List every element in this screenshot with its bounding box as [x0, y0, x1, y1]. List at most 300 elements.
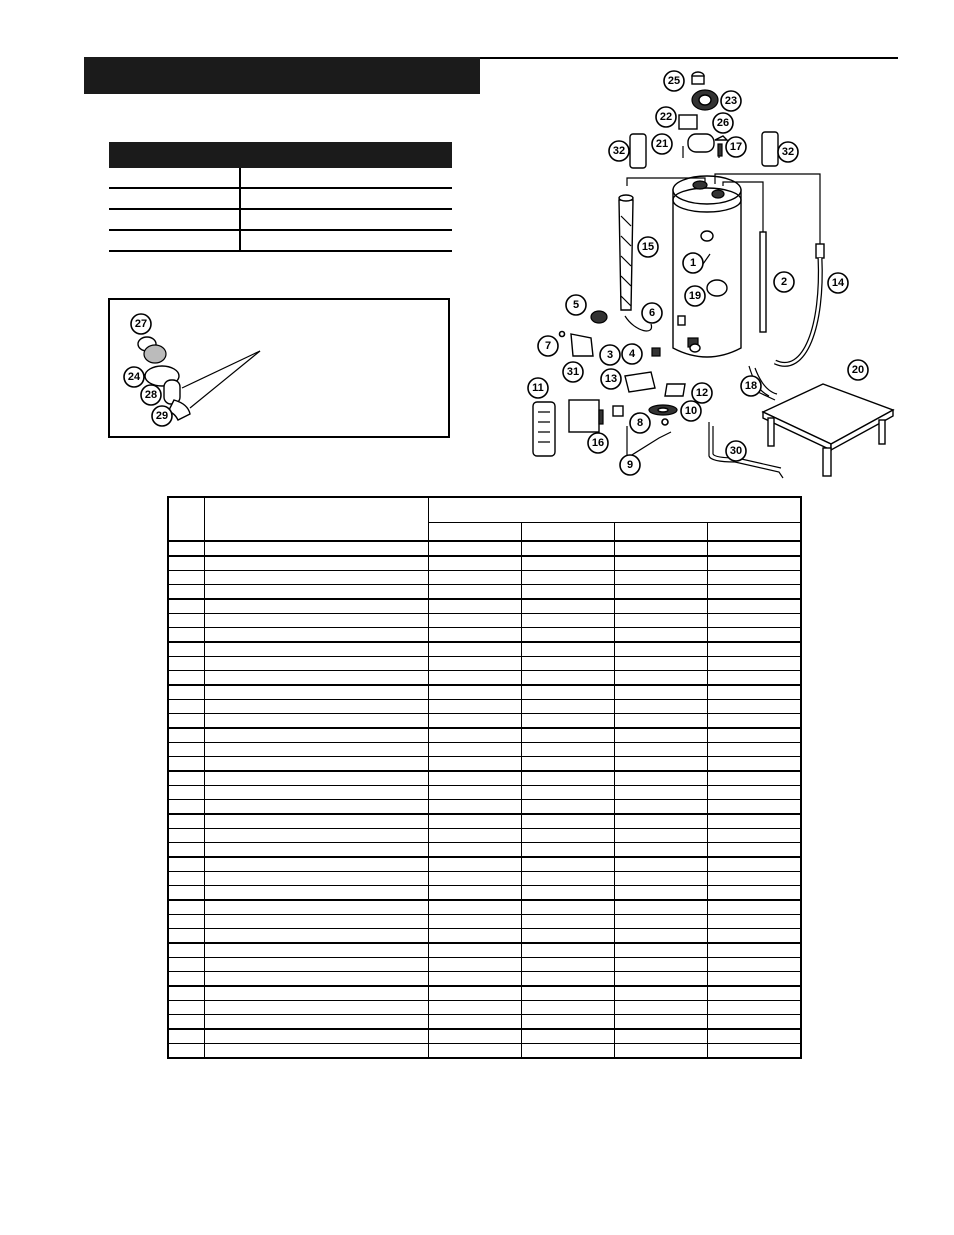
- table-cell: [707, 786, 801, 800]
- svg-text:7: 7: [544, 340, 552, 352]
- table-cell: [204, 556, 428, 571]
- table-cell: [168, 642, 204, 657]
- table-cell: [168, 800, 204, 815]
- table-cell: [707, 829, 801, 843]
- table-cell: [707, 614, 801, 628]
- table-row: [168, 657, 801, 671]
- model-table: [109, 142, 452, 252]
- table-cell: [614, 972, 707, 987]
- table-row: [168, 614, 801, 628]
- svg-text:18: 18: [744, 380, 758, 392]
- callout-31: [563, 362, 583, 382]
- callout-10: [681, 401, 701, 421]
- table-cell: [707, 556, 801, 571]
- callout-16: [588, 433, 608, 453]
- table-cell: [521, 571, 614, 585]
- table-cell: [614, 700, 707, 714]
- table-cell: [428, 700, 521, 714]
- table-cell: [521, 843, 614, 858]
- table-cell: [707, 571, 801, 585]
- table-cell: [707, 915, 801, 929]
- header-col-2: [521, 523, 614, 542]
- svg-text:8: 8: [636, 417, 644, 429]
- callout-21: [652, 134, 672, 154]
- table-row: [168, 943, 801, 958]
- table-row: [168, 714, 801, 729]
- table-cell: [204, 1001, 428, 1015]
- table-cell: [428, 556, 521, 571]
- table-cell: [614, 614, 707, 628]
- table-cell: [707, 728, 801, 743]
- table-cell: [614, 541, 707, 556]
- model-table-row: [109, 230, 452, 251]
- svg-text:28: 28: [144, 389, 158, 401]
- table-cell: [707, 900, 801, 915]
- table-cell: [204, 843, 428, 858]
- table-cell: [204, 872, 428, 886]
- table-cell: [521, 657, 614, 671]
- model-table-row: [109, 168, 452, 188]
- callout-26: [713, 113, 733, 133]
- table-cell: [428, 1044, 521, 1059]
- table-row: [168, 872, 801, 886]
- table-cell: [168, 771, 204, 786]
- svg-text:11: 11: [532, 382, 544, 394]
- svg-text:31: 31: [566, 366, 580, 378]
- table-cell: [204, 642, 428, 657]
- callout-25: [664, 71, 684, 91]
- table-cell: [168, 857, 204, 872]
- table-cell: [168, 986, 204, 1001]
- callout-9: [620, 455, 640, 475]
- table-cell: [521, 642, 614, 657]
- callout-1: [683, 253, 703, 273]
- table-row: [168, 843, 801, 858]
- table-cell: [614, 628, 707, 643]
- table-cell: [707, 743, 801, 757]
- table-cell: [204, 671, 428, 686]
- svg-text:21: 21: [655, 138, 669, 150]
- table-cell: [707, 642, 801, 657]
- table-cell: [204, 1044, 428, 1059]
- table-cell: [168, 814, 204, 829]
- table-row: [168, 671, 801, 686]
- model-table-row: [109, 209, 452, 230]
- sleeve-32-right: [762, 132, 778, 166]
- table-cell: [168, 886, 204, 901]
- table-cell: [168, 728, 204, 743]
- callout-18: [741, 376, 761, 396]
- table-cell: [168, 628, 204, 643]
- table-cell: [614, 757, 707, 772]
- table-cell: [428, 642, 521, 657]
- model-table-header: [109, 142, 452, 168]
- table-cell: [428, 757, 521, 772]
- header-col-4: [707, 523, 801, 542]
- table-cell: [204, 657, 428, 671]
- table-cell: [614, 642, 707, 657]
- callout-32-right: [778, 142, 798, 162]
- table-cell: [168, 556, 204, 571]
- table-cell: [428, 671, 521, 686]
- table-cell: [521, 1001, 614, 1015]
- callout-28: [141, 385, 161, 405]
- table-cell: [204, 986, 428, 1001]
- table-cell: [707, 628, 801, 643]
- callout-15: [638, 237, 658, 257]
- table-row: [168, 1015, 801, 1030]
- header-col-1: [428, 523, 521, 542]
- table-cell: [428, 571, 521, 585]
- table-row: [168, 700, 801, 714]
- table-cell: [428, 1001, 521, 1015]
- table-cell: [428, 886, 521, 901]
- svg-text:23: 23: [724, 95, 738, 107]
- header-description: [204, 497, 428, 541]
- table-cell: [707, 541, 801, 556]
- table-row: [168, 628, 801, 643]
- table-cell: [521, 700, 614, 714]
- table-cell: [168, 829, 204, 843]
- table-cell: [204, 929, 428, 944]
- table-cell: [168, 743, 204, 757]
- table-row: [168, 743, 801, 757]
- table-row: [168, 915, 801, 929]
- table-cell: [204, 628, 428, 643]
- callout-3: [600, 345, 620, 365]
- table-cell: [428, 714, 521, 729]
- svg-text:29: 29: [155, 410, 169, 422]
- svg-text:32: 32: [612, 145, 626, 157]
- callout-7: [538, 336, 558, 356]
- table-cell: [707, 1029, 801, 1044]
- table-cell: [521, 671, 614, 686]
- section-title-bar: [84, 57, 480, 94]
- table-row: [168, 1029, 801, 1044]
- table-row: [168, 900, 801, 915]
- table-cell: [428, 972, 521, 987]
- table-cell: [428, 843, 521, 858]
- table-cell: [521, 972, 614, 987]
- table-row: [168, 786, 801, 800]
- table-cell: [168, 786, 204, 800]
- table-cell: [707, 671, 801, 686]
- table-cell: [428, 628, 521, 643]
- callout-24: [124, 367, 144, 387]
- table-row: [168, 642, 801, 657]
- table-row: [168, 541, 801, 556]
- table-cell: [204, 743, 428, 757]
- table-cell: [428, 585, 521, 600]
- table-cell: [204, 728, 428, 743]
- callout-20: [848, 360, 868, 380]
- table-cell: [614, 571, 707, 585]
- table-cell: [614, 714, 707, 729]
- svg-text:14: 14: [831, 277, 845, 289]
- svg-text:25: 25: [667, 75, 681, 87]
- table-row: [168, 829, 801, 843]
- table-cell: [614, 900, 707, 915]
- table-cell: [614, 1029, 707, 1044]
- table-cell: [204, 814, 428, 829]
- table-cell: [521, 628, 614, 643]
- svg-text:24: 24: [127, 371, 141, 383]
- table-cell: [204, 886, 428, 901]
- table-cell: [521, 614, 614, 628]
- table-cell: [614, 814, 707, 829]
- table-row: [168, 571, 801, 585]
- callout-22: [656, 107, 676, 127]
- table-cell: [204, 571, 428, 585]
- table-cell: [614, 1044, 707, 1059]
- table-cell: [428, 541, 521, 556]
- table-cell: [168, 685, 204, 700]
- table-cell: [168, 657, 204, 671]
- table-row: [168, 886, 801, 901]
- table-cell: [204, 771, 428, 786]
- table-cell: [168, 671, 204, 686]
- svg-text:9: 9: [626, 459, 634, 471]
- table-cell: [204, 972, 428, 987]
- svg-text:4: 4: [628, 348, 636, 360]
- table-cell: [614, 857, 707, 872]
- svg-text:22: 22: [659, 111, 673, 123]
- table-cell: [168, 915, 204, 929]
- table-row: [168, 800, 801, 815]
- table-cell: [707, 700, 801, 714]
- table-cell: [614, 771, 707, 786]
- table-cell: [521, 872, 614, 886]
- table-cell: [614, 915, 707, 929]
- table-cell: [204, 915, 428, 929]
- table-cell: [428, 728, 521, 743]
- table-cell: [707, 1044, 801, 1059]
- table-cell: [428, 814, 521, 829]
- table-row: [168, 814, 801, 829]
- table-cell: [614, 886, 707, 901]
- table-row: [168, 1044, 801, 1059]
- svg-text:2: 2: [780, 276, 788, 288]
- table-cell: [204, 614, 428, 628]
- table-cell: [521, 1044, 614, 1059]
- callout-8: [630, 413, 650, 433]
- table-cell: [204, 1029, 428, 1044]
- table-cell: [521, 685, 614, 700]
- table-cell: [428, 743, 521, 757]
- table-cell: [204, 685, 428, 700]
- table-cell: [168, 1029, 204, 1044]
- table-row: [168, 771, 801, 786]
- table-cell: [521, 599, 614, 614]
- table-cell: [521, 1029, 614, 1044]
- table-cell: [428, 614, 521, 628]
- table-cell: [707, 986, 801, 1001]
- table-row: [168, 857, 801, 872]
- table-cell: [168, 714, 204, 729]
- callout-14: [828, 273, 848, 293]
- table-row: [168, 685, 801, 700]
- table-cell: [168, 1015, 204, 1030]
- svg-text:5: 5: [572, 299, 580, 311]
- header-price-group: [428, 497, 801, 523]
- callout-4: [622, 344, 642, 364]
- svg-text:20: 20: [851, 364, 865, 376]
- table-cell: [521, 585, 614, 600]
- table-cell: [707, 843, 801, 858]
- table-cell: [614, 728, 707, 743]
- table-cell: [707, 943, 801, 958]
- table-cell: [168, 757, 204, 772]
- sleeve-32-left: [630, 134, 646, 168]
- table-cell: [707, 657, 801, 671]
- table-cell: [428, 800, 521, 815]
- table-cell: [168, 585, 204, 600]
- svg-text:19: 19: [688, 290, 702, 302]
- table-cell: [707, 599, 801, 614]
- table-cell: [707, 800, 801, 815]
- table-cell: [168, 571, 204, 585]
- table-cell: [428, 872, 521, 886]
- table-cell: [521, 814, 614, 829]
- table-row: [168, 728, 801, 743]
- table-cell: [204, 585, 428, 600]
- table-cell: [614, 599, 707, 614]
- table-cell: [521, 541, 614, 556]
- model-table-row: [109, 188, 452, 209]
- table-cell: [428, 599, 521, 614]
- table-cell: [428, 943, 521, 958]
- table-row: [168, 585, 801, 600]
- callout-11: [528, 378, 548, 398]
- table-cell: [707, 958, 801, 972]
- table-cell: [521, 943, 614, 958]
- vent-kit-inset: [108, 298, 450, 438]
- table-cell: [428, 857, 521, 872]
- table-cell: [428, 1015, 521, 1030]
- vent-kit-drawing: [110, 300, 448, 436]
- table-cell: [614, 829, 707, 843]
- table-cell: [428, 986, 521, 1001]
- table-cell: [614, 929, 707, 944]
- stand-20: [763, 384, 893, 476]
- callout-13: [601, 369, 621, 389]
- callout-32-left: [609, 141, 629, 161]
- table-cell: [428, 685, 521, 700]
- table-cell: [168, 872, 204, 886]
- table-row: [168, 958, 801, 972]
- svg-text:15: 15: [641, 241, 655, 253]
- table-cell: [521, 886, 614, 901]
- table-cell: [168, 700, 204, 714]
- table-cell: [707, 972, 801, 987]
- callout-5: [566, 295, 586, 315]
- svg-text:30: 30: [729, 445, 743, 457]
- svg-text:12: 12: [695, 387, 709, 399]
- table-cell: [707, 1001, 801, 1015]
- table-cell: [521, 786, 614, 800]
- table-cell: [521, 771, 614, 786]
- table-cell: [204, 599, 428, 614]
- table-cell: [168, 541, 204, 556]
- table-cell: [168, 843, 204, 858]
- table-cell: [428, 915, 521, 929]
- table-cell: [204, 800, 428, 815]
- table-cell: [428, 657, 521, 671]
- table-cell: [204, 786, 428, 800]
- table-cell: [168, 929, 204, 944]
- table-cell: [614, 872, 707, 886]
- table-cell: [521, 958, 614, 972]
- table-cell: [521, 757, 614, 772]
- callout-2: [774, 272, 794, 292]
- table-cell: [168, 614, 204, 628]
- table-cell: [521, 714, 614, 729]
- table-cell: [204, 757, 428, 772]
- table-cell: [168, 1044, 204, 1059]
- table-cell: [707, 757, 801, 772]
- table-cell: [428, 771, 521, 786]
- table-row: [168, 599, 801, 614]
- callout-12: [692, 383, 712, 403]
- svg-text:10: 10: [684, 405, 698, 417]
- callout-23: [721, 91, 741, 111]
- svg-text:26: 26: [716, 117, 730, 129]
- table-row: [168, 986, 801, 1001]
- table-cell: [521, 556, 614, 571]
- callout-27: [131, 314, 151, 334]
- callout-6: [642, 303, 662, 323]
- table-cell: [614, 556, 707, 571]
- table-row: [168, 929, 801, 944]
- table-cell: [614, 1015, 707, 1030]
- table-cell: [614, 657, 707, 671]
- parts-list-table: [167, 496, 802, 1059]
- table-cell: [614, 786, 707, 800]
- table-cell: [204, 541, 428, 556]
- parts-table-header: [168, 497, 801, 523]
- parts-table-body: [168, 541, 801, 1058]
- svg-text:32: 32: [781, 146, 795, 158]
- table-cell: [614, 743, 707, 757]
- table-cell: [204, 1015, 428, 1030]
- table-cell: [428, 786, 521, 800]
- table-cell: [707, 771, 801, 786]
- table-cell: [614, 986, 707, 1001]
- table-cell: [614, 958, 707, 972]
- table-cell: [204, 857, 428, 872]
- svg-text:6: 6: [648, 307, 656, 319]
- svg-text:16: 16: [591, 437, 605, 449]
- table-cell: [521, 728, 614, 743]
- table-cell: [614, 671, 707, 686]
- svg-text:17: 17: [729, 141, 743, 153]
- table-cell: [168, 972, 204, 987]
- table-cell: [428, 900, 521, 915]
- table-cell: [707, 585, 801, 600]
- callout-29: [152, 406, 172, 426]
- table-cell: [707, 929, 801, 944]
- svg-text:1: 1: [689, 257, 697, 269]
- table-cell: [521, 900, 614, 915]
- table-row: [168, 757, 801, 772]
- callout-17: [726, 137, 746, 157]
- table-cell: [428, 929, 521, 944]
- table-cell: [521, 1015, 614, 1030]
- header-item-no: [168, 497, 204, 541]
- table-cell: [521, 986, 614, 1001]
- table-cell: [428, 1029, 521, 1044]
- table-cell: [168, 958, 204, 972]
